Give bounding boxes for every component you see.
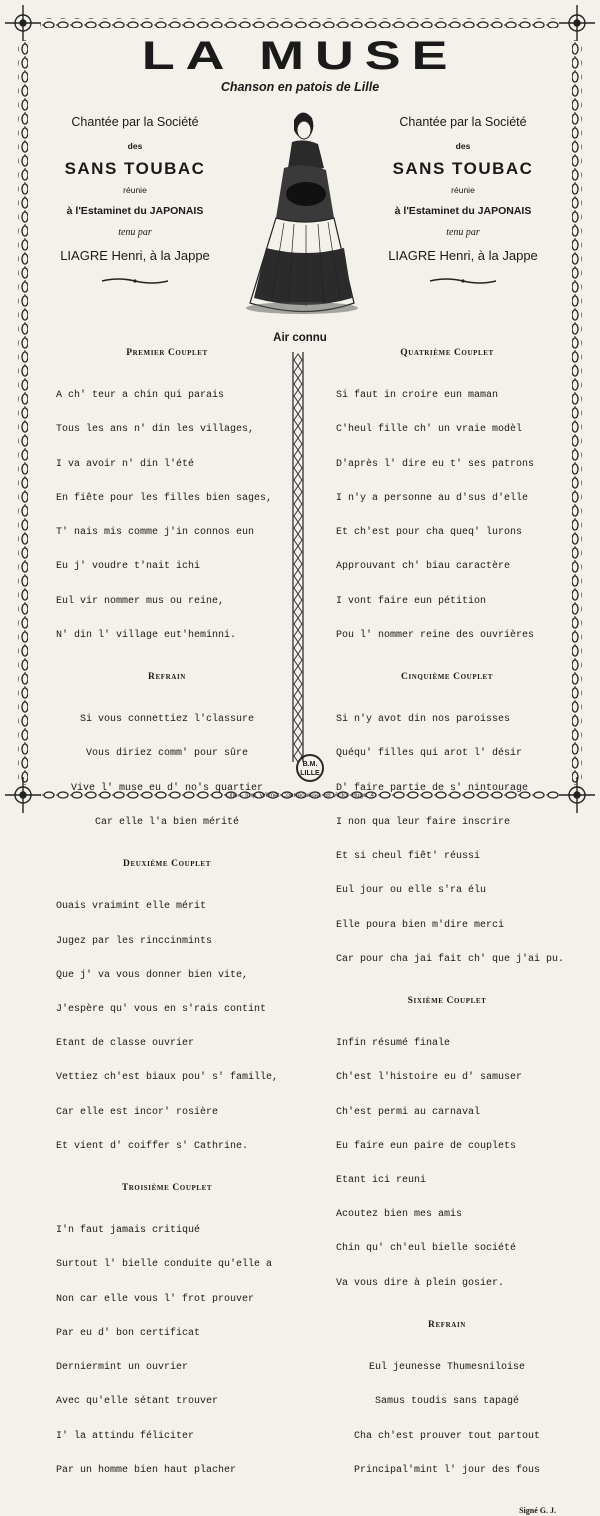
subtitle: Chanson en patois de Lille — [220, 80, 380, 94]
lyric-line: N' din l' village eut'heminni. — [56, 629, 237, 641]
lyric-line: A ch' teur a chin qui parais — [56, 390, 225, 402]
lyric-line: Surtout l' bielle conduite qu'elle a — [56, 1259, 273, 1271]
host-name: LIAGRE Henri, à la Jappe — [388, 248, 538, 263]
stanza-premier — [56, 367, 292, 664]
lyric-line: Vettiez ch'est biaux pou' s' famille, — [56, 1072, 279, 1084]
lyric-line: Etant de classe ouvrier — [56, 1038, 195, 1050]
lyric-line: Vous diriez comm' pour sûre — [85, 748, 249, 760]
lyric-line: Par eu d' bon certificat — [56, 1327, 201, 1339]
lyric-line: Infin résumé finale — [336, 1038, 451, 1050]
lyric-line: Derniermint un ouvrier — [56, 1362, 189, 1374]
stanza-troisieme — [56, 1202, 292, 1499]
lyric-line: Et si cheul fiêt' réussi — [336, 851, 481, 863]
printer-imprint: Lille. - Imp. Wilmet-Courteouisse, 58 Victor-Hugo, 4 — [226, 792, 374, 799]
stanza-heading: Troisième Couplet — [121, 1183, 213, 1194]
des-label: des — [127, 141, 143, 151]
stanza-heading: Refrain — [428, 1319, 466, 1330]
lyric-line: I va avoir n' din l'été — [56, 458, 195, 470]
stanza-heading: Refrain — [148, 671, 186, 682]
host-name: LIAGRE Henri, à la Jappe — [60, 248, 210, 263]
lyric-line: Et ch'est pour cha queq' lurons — [336, 527, 523, 539]
reunie-label: réunie — [123, 185, 147, 195]
lyric-line: Si faut in croire eun maman — [336, 390, 499, 402]
chantee-label: Chantée par la Société — [399, 115, 527, 129]
lyric-line: Tous les ans n' din les villages, — [56, 424, 255, 436]
stanza-final-refrain — [322, 1339, 572, 1499]
lyric-line: J'espère qu' vous en s'rais contint — [56, 1003, 267, 1015]
page-title: LA MUSE — [141, 34, 459, 78]
lyric-line: Pou l' nommer reine des ouvrières — [336, 629, 535, 641]
chantee-label: Chantée par la Société — [71, 115, 199, 129]
lyric-line: Eu faire eun paire de couplets — [336, 1140, 517, 1152]
stanza-refrain — [42, 691, 292, 851]
stanza-deuxieme — [56, 878, 292, 1175]
lyric-line: Ch'est permi au carnaval — [336, 1106, 481, 1118]
lyric-line: Etant ici reuni — [336, 1175, 427, 1187]
lyric-line: Eul jour ou elle s'ra élu — [336, 885, 487, 897]
lyric-line: D'après l' dire eu t' ses patrons — [336, 458, 535, 470]
lyric-line: I vont faire eun pétition — [336, 595, 487, 607]
stanza-heading: Quatrième Couplet — [400, 348, 494, 358]
lyric-line: Va vous dire à plein gosier. — [336, 1277, 505, 1289]
stanza-cinquieme — [336, 691, 572, 988]
lyric-line: Samus toudis sans tapagé — [374, 1396, 520, 1408]
lyric-line: Principal'mint l' jour des fous — [353, 1464, 541, 1476]
lyric-line: Avec qu'elle sétant trouver — [56, 1396, 219, 1408]
lyric-line: Eu j' voudre t'nait ichi — [56, 561, 201, 573]
tenu-label: tenu par — [446, 227, 480, 238]
stanza-heading: Cinquième Couplet — [400, 671, 494, 682]
des-label: des — [455, 141, 471, 151]
flourish-rule — [428, 276, 498, 286]
lyric-line: C'heul fille ch' un vraie modèl — [336, 424, 523, 436]
estaminet-label: à l'Estaminet du JAPONAIS — [66, 205, 204, 217]
lyric-line: Si vous connettiez l'classure — [79, 714, 255, 726]
right-dedication — [368, 115, 558, 291]
lyric-line: Ch'est l'histoire eu d' samuser — [336, 1072, 523, 1084]
left-dedication — [40, 115, 230, 291]
lyric-line: Vive l' muse eu d' no's quartier — [70, 782, 264, 794]
flourish-rule — [100, 276, 170, 286]
lyric-line: T' nais mis comme j'in connos eun — [56, 527, 255, 539]
signature: Signé G. J. — [519, 1506, 556, 1515]
lyric-line: Car pour cha jai fait ch' que j'ai pu. — [336, 953, 565, 965]
lyric-line: Eul jeunesse Thumesniloise — [368, 1362, 526, 1374]
estaminet-label: à l'Estaminet du JAPONAIS — [394, 205, 532, 217]
stanza-sixieme — [336, 1015, 572, 1312]
stanza-heading: Sixième Couplet — [407, 995, 487, 1006]
lyric-line: I non qua leur faire inscrire — [336, 816, 511, 828]
society-name: SANS TOUBAC — [392, 159, 534, 178]
lyric-line: Car elle l'a bien mérité — [94, 816, 240, 828]
lyric-line: Non car elle vous l' frot prouver — [56, 1293, 255, 1305]
right-lyrics-column — [322, 348, 572, 1516]
lyric-line: Ouais vraimint elle mérit — [56, 901, 207, 913]
left-lyrics-column — [42, 348, 292, 1507]
stanza-heading: Premier Couplet — [126, 348, 208, 358]
muse-illustration — [236, 98, 366, 326]
lyric-line: Acoutez bien mes amis — [336, 1209, 463, 1221]
lyric-line: Chin qu' ch'eul bielle société — [336, 1243, 517, 1255]
society-name: SANS TOUBAC — [64, 159, 206, 178]
stanza-quatrieme — [336, 367, 572, 664]
lyric-line: Approuvant ch' biau caractère — [336, 561, 511, 573]
lyric-line: Que j' va vous donner bien vite, — [56, 969, 249, 981]
lyric-line: En fiête pour les filles bien sages, — [56, 492, 273, 504]
lyric-line: Eul vir nommer mus ou reine, — [56, 595, 225, 607]
lyric-line: Car elle est incor' rosière — [56, 1106, 219, 1118]
lyric-line: Jugez par les rinccinmints — [56, 935, 213, 947]
lyric-line: Elle poura bien m'dire merci — [336, 919, 505, 931]
tenu-label: tenu par — [118, 227, 152, 238]
lyric-line: D' faire partie de s' nintourage — [336, 782, 529, 794]
air-label: Air connu — [273, 332, 327, 344]
reunie-label: réunie — [451, 185, 475, 195]
column-divider — [291, 352, 305, 762]
lyric-line: I' la attindu féliciter — [56, 1430, 195, 1442]
lyric-line: Quéqu' filles qui arot l' désir — [336, 748, 523, 760]
lyric-line: Cha ch'est prouver tout partout — [353, 1430, 541, 1442]
lyric-line: Et vient d' coiffer s' Cathrine. — [56, 1140, 249, 1152]
lyric-line: Par un homme bien haut placher — [56, 1464, 237, 1476]
lyric-line: I'n faut jamais critiqué — [56, 1225, 201, 1237]
stanza-heading: Deuxième Couplet — [123, 859, 211, 870]
lyric-line: Si n'y avot din nos paroisses — [336, 714, 511, 726]
library-stamp: B.M. LILLE — [296, 754, 324, 782]
lyric-line: I n'y a personne au d'sus d'elle — [336, 492, 529, 504]
